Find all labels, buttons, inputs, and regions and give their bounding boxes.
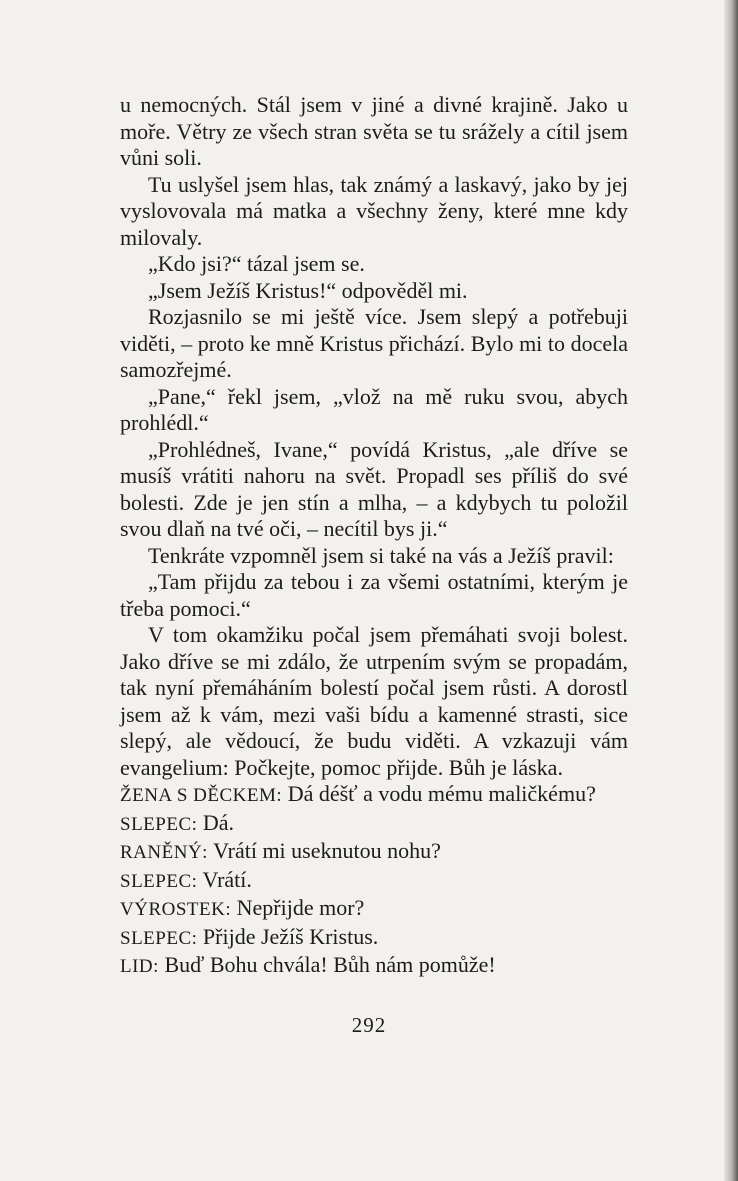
spoken-line: Přijde Ježíš Kristus. — [202, 923, 379, 949]
paragraph-4: „Jsem Ježíš Kristus!“ odpověděl mi. — [148, 277, 468, 303]
paragraph-6: „Pane,“ řekl jsem, „vlož na mě ruku svou, abych prohlédl.“ — [120, 383, 628, 435]
paragraph-1: u nemocných. Stál jsem v jiné a divné krajině. Jako u moře. Větry ze všech stran světa se tu srážely a cítil jsem vůni soli. — [120, 92, 628, 170]
dialogue-line — [120, 895, 628, 924]
paragraph-3: „Kdo jsi?“ tázal jsem se. — [148, 251, 365, 276]
dialogue-line — [120, 924, 628, 953]
spoken-line: Dá. — [202, 809, 235, 835]
paragraph-7: „Prohlédneš, Ivane,“ povídá Kristus, „ale dříve se musíš vrátiti nahoru na svět. Propadl ses příliš do své bolesti. Zde je jen stín a mlha, – a kdybych tu položil svou dlaň na tvé oči, – necítil bys ji.“ — [120, 436, 628, 541]
dialogue-block — [120, 781, 628, 981]
dialogue-line — [120, 810, 628, 839]
spoken-line: Nepřijde mor? — [236, 895, 365, 920]
spoken-line: Vrátí. — [202, 866, 252, 892]
speaker-name: LID: — [120, 956, 159, 977]
paragraph-5: Rozjasnilo se mi ještě více. Jsem slepý a potřebuji viděti, – proto ke mně Kristus přichází. Bylo mi to docela samozřejmé. — [120, 304, 628, 382]
paragraph-2: Tu uslyšel jsem hlas, tak známý a laskavý, jako by jej vyslovovala má matka a všechny ženy, které mne kdy milovaly. — [120, 171, 628, 250]
speaker-name: VÝROSTEK: — [120, 899, 232, 920]
page-number: 292 — [351, 1013, 387, 1037]
narrative-text — [120, 92, 628, 781]
dialogue-line — [120, 952, 628, 981]
spoken-line: Dá déšť a vodu mému maličkému? — [287, 781, 596, 806]
dialogue-line — [120, 781, 628, 810]
speaker-name: SLEPEC: — [120, 870, 198, 892]
page-edge-shadow — [724, 0, 738, 1181]
speaker-name: SLEPEC: — [120, 927, 198, 949]
paragraph-9: „Tam přijdu za tebou i za všemi ostatními, kterým je třeba pomoci.“ — [120, 569, 628, 621]
paragraph-8: Tenkráte vzpomněl jsem si také na vás a Ježíš pravil: — [148, 542, 614, 568]
dialogue-line — [120, 838, 628, 867]
speaker-name: SLEPEC: — [120, 813, 198, 835]
spoken-line: Vrátí mi useknutou nohu? — [213, 838, 441, 863]
speaker-name: RANĚNÝ: — [120, 842, 208, 863]
paragraph-10: V tom okamžiku počal jsem přemáhati svoji bolest. Jako dříve se mi zdálo, že utrpením svým se propadám, tak nyní přemáháním bolestí počal jsem růsti. A dorostl jsem až k vám, mezi vaši bídu a kamenné strasti, sice slepý, ale vědoucí, že budu viděti. A vzkazuji vám evangelium: Počkejte, pomoc přijde. Bůh je láska. — [120, 622, 628, 780]
page-body — [120, 92, 628, 981]
spoken-line: Buď Bohu chvála! Bůh nám pomůže! — [164, 952, 496, 977]
speaker-name: ŽENA S DĚCKEM: — [120, 785, 283, 806]
dialogue-line — [120, 867, 628, 896]
